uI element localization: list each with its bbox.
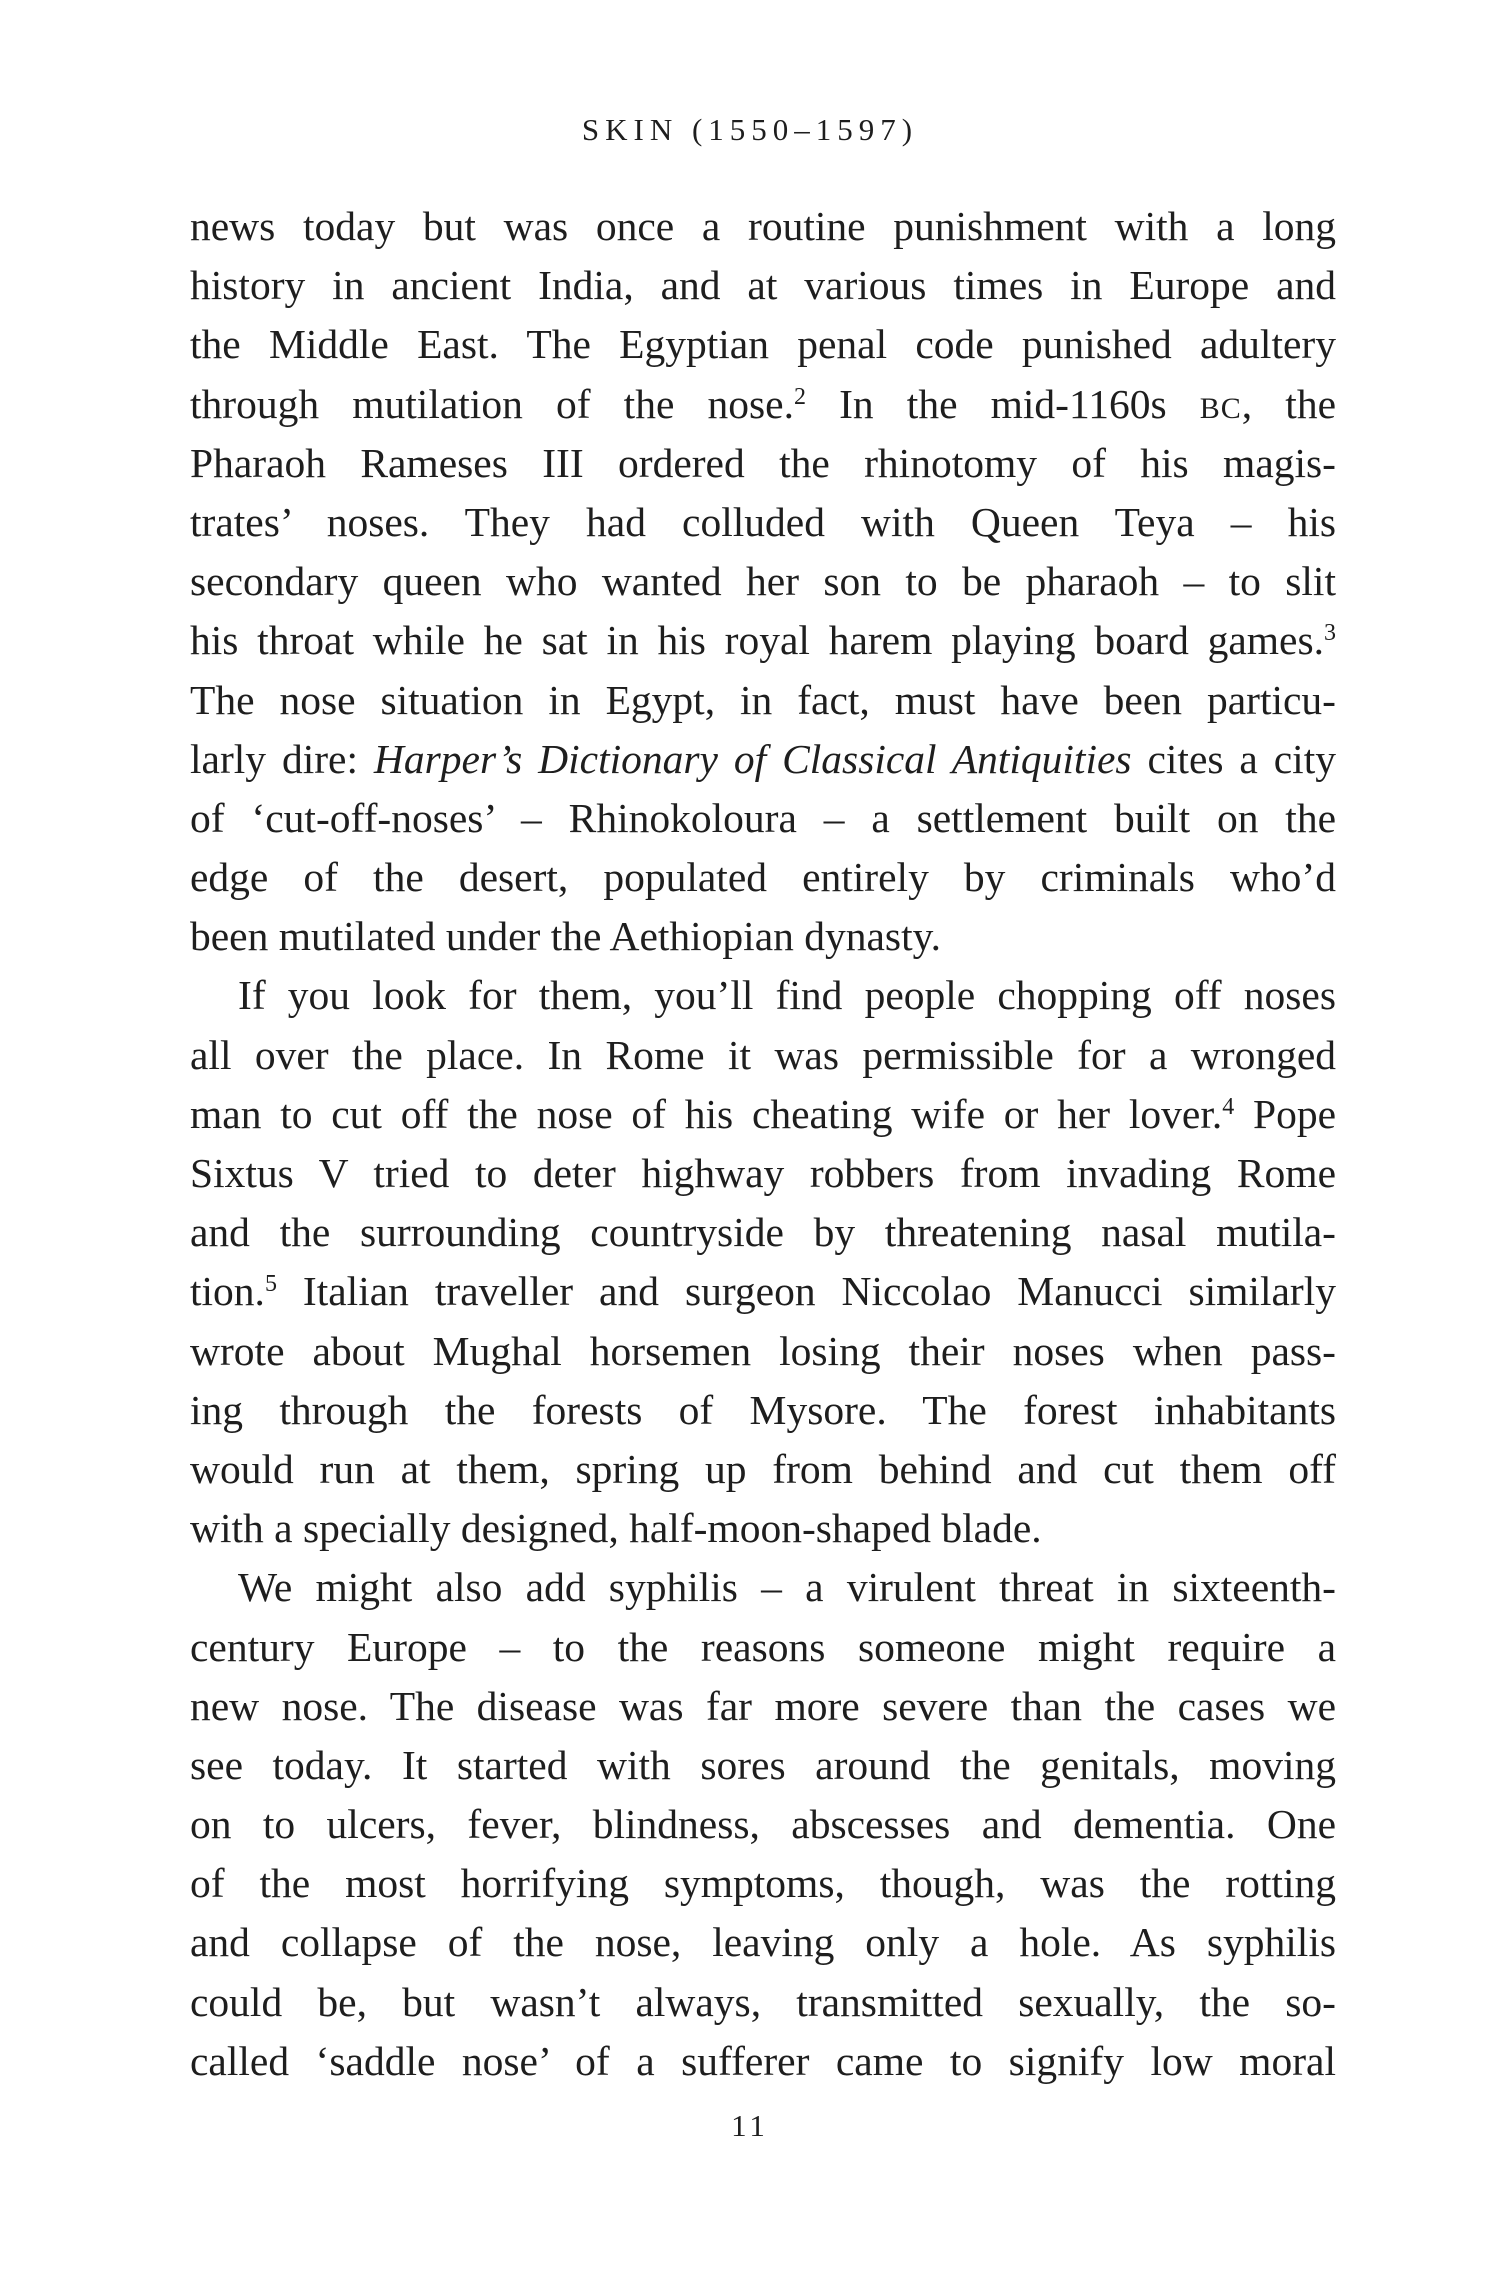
text-line bbox=[190, 611, 1336, 670]
text-line bbox=[190, 1973, 1336, 2032]
running-head: SKIN (1550–1597) bbox=[581, 112, 919, 147]
footnote-ref: 5 bbox=[264, 1271, 277, 1298]
text-span: Sixtus V tried to deter highway robbers from invading Rome bbox=[190, 1150, 1336, 1196]
text-span: with a specially designed, half-moon-shaped blade. bbox=[190, 1505, 1042, 1552]
text-span: trates’ noses. They had colluded with Queen Teya – his bbox=[190, 498, 1336, 545]
text-line bbox=[190, 1262, 1336, 1321]
text-line bbox=[190, 1322, 1336, 1381]
text-span: new nose. The disease was far more severe than the cases we bbox=[190, 1682, 1336, 1729]
text-span: Pharaoh Rameses III ordered the rhinotomy of his magis- bbox=[190, 439, 1336, 486]
text-span: history in ancient India, and at various times in Europe and bbox=[190, 262, 1336, 309]
text-line bbox=[190, 1677, 1336, 1736]
text-span: see today. It started with sores around the genitals, moving bbox=[190, 1741, 1336, 1788]
text-span: news today but was once a routine punishment with a long bbox=[190, 203, 1336, 249]
text-line bbox=[190, 315, 1336, 374]
text-span: of ‘cut-off-noses’ – Rhinokoloura – a settlement built on the bbox=[190, 794, 1336, 841]
text-line bbox=[190, 1795, 1336, 1854]
text-line bbox=[190, 552, 1336, 611]
text-line bbox=[190, 1381, 1336, 1440]
text-span: The nose situation in Egypt, in fact, must have been particu- bbox=[190, 676, 1336, 723]
text-span: called ‘saddle nose’ of a sufferer came to signify low moral bbox=[190, 2037, 1336, 2084]
text-span: , the bbox=[1241, 380, 1336, 427]
paragraph bbox=[190, 197, 1336, 966]
text-line bbox=[190, 671, 1336, 730]
text-line bbox=[190, 1736, 1336, 1795]
text-span: and the surrounding countryside by threatening nasal mutila- bbox=[190, 1209, 1336, 1256]
text-span: and collapse of the nose, leaving only a hole. As syphilis bbox=[190, 1919, 1336, 1966]
footnote-ref: 3 bbox=[1324, 620, 1336, 647]
text-span: all over the place. In Rome it was permissible for a wronged bbox=[190, 1031, 1336, 1078]
footnote-ref: 2 bbox=[793, 383, 806, 410]
text-span: could be, but wasn’t always, transmitted sexually, the so- bbox=[190, 1978, 1336, 2025]
text-span: the Middle East. The Egyptian penal code punished adultery bbox=[190, 321, 1336, 368]
text-line bbox=[190, 1085, 1336, 1144]
text-span: edge of the desert, populated entirely by criminals who’d bbox=[190, 854, 1336, 901]
page-number: 11 bbox=[731, 2108, 769, 2143]
text-span: been mutilated under the Aethiopian dynasty. bbox=[190, 913, 942, 960]
italic-title: Harper’s Dictionary of Classical Antiquities bbox=[373, 735, 1132, 782]
text-span: tion. bbox=[190, 1268, 265, 1315]
text-line bbox=[190, 493, 1336, 552]
text-span: larly dire: bbox=[190, 735, 374, 782]
text-span: If you look for them, you’ll find people chopping off noses bbox=[238, 972, 1336, 1019]
text-line bbox=[190, 789, 1336, 848]
body-text bbox=[190, 197, 1336, 2091]
text-line bbox=[190, 907, 1336, 966]
text-line bbox=[190, 730, 1336, 789]
text-span: We might also add syphilis – a virulent threat in sixteenth- bbox=[238, 1564, 1336, 1611]
text-line bbox=[190, 1440, 1336, 1499]
text-span: ing through the forests of Mysore. The forest inhabitants bbox=[190, 1386, 1336, 1433]
text-span: would run at them, spring up from behind and cut them off bbox=[190, 1445, 1336, 1492]
text-span: through mutilation of the nose. bbox=[190, 380, 794, 427]
text-line bbox=[190, 1203, 1336, 1262]
text-line bbox=[190, 256, 1336, 315]
text-line bbox=[190, 375, 1336, 434]
text-line bbox=[190, 1854, 1336, 1913]
text-span: cites a city bbox=[1131, 735, 1336, 782]
text-span: wrote about Mughal horsemen losing their noses when pass- bbox=[190, 1327, 1336, 1374]
text-line bbox=[190, 1144, 1336, 1203]
footnote-ref: 4 bbox=[1222, 1093, 1235, 1120]
text-span: century Europe – to the reasons someone might require a bbox=[190, 1623, 1336, 1670]
text-span: his throat while he sat in his royal harem playing board games. bbox=[190, 617, 1324, 664]
paragraph bbox=[190, 1558, 1336, 2091]
text-span: BC bbox=[1199, 391, 1242, 425]
text-line bbox=[190, 848, 1336, 907]
text-line bbox=[190, 434, 1336, 493]
text-line bbox=[190, 2032, 1336, 2091]
text-line bbox=[190, 1499, 1336, 1558]
text-line bbox=[190, 1618, 1336, 1677]
text-line bbox=[190, 966, 1336, 1025]
text-line bbox=[190, 1558, 1336, 1617]
text-line bbox=[190, 197, 1336, 256]
text-span: on to ulcers, fever, blindness, abscesses and dementia. One bbox=[190, 1801, 1336, 1848]
text-span: man to cut off the nose of his cheating wife or her lover. bbox=[190, 1090, 1223, 1137]
paragraph bbox=[190, 966, 1336, 1558]
text-span: Italian traveller and surgeon Niccolao Manucci similarly bbox=[276, 1268, 1336, 1315]
text-line bbox=[190, 1913, 1336, 1972]
text-span: Pope bbox=[1234, 1090, 1337, 1137]
text-span: of the most horrifying symptoms, though, was the rotting bbox=[190, 1860, 1336, 1907]
text-span: In the mid-1160s bbox=[805, 380, 1200, 427]
text-line bbox=[190, 1026, 1336, 1085]
text-span: secondary queen who wanted her son to be pharaoh – to slit bbox=[190, 558, 1336, 605]
